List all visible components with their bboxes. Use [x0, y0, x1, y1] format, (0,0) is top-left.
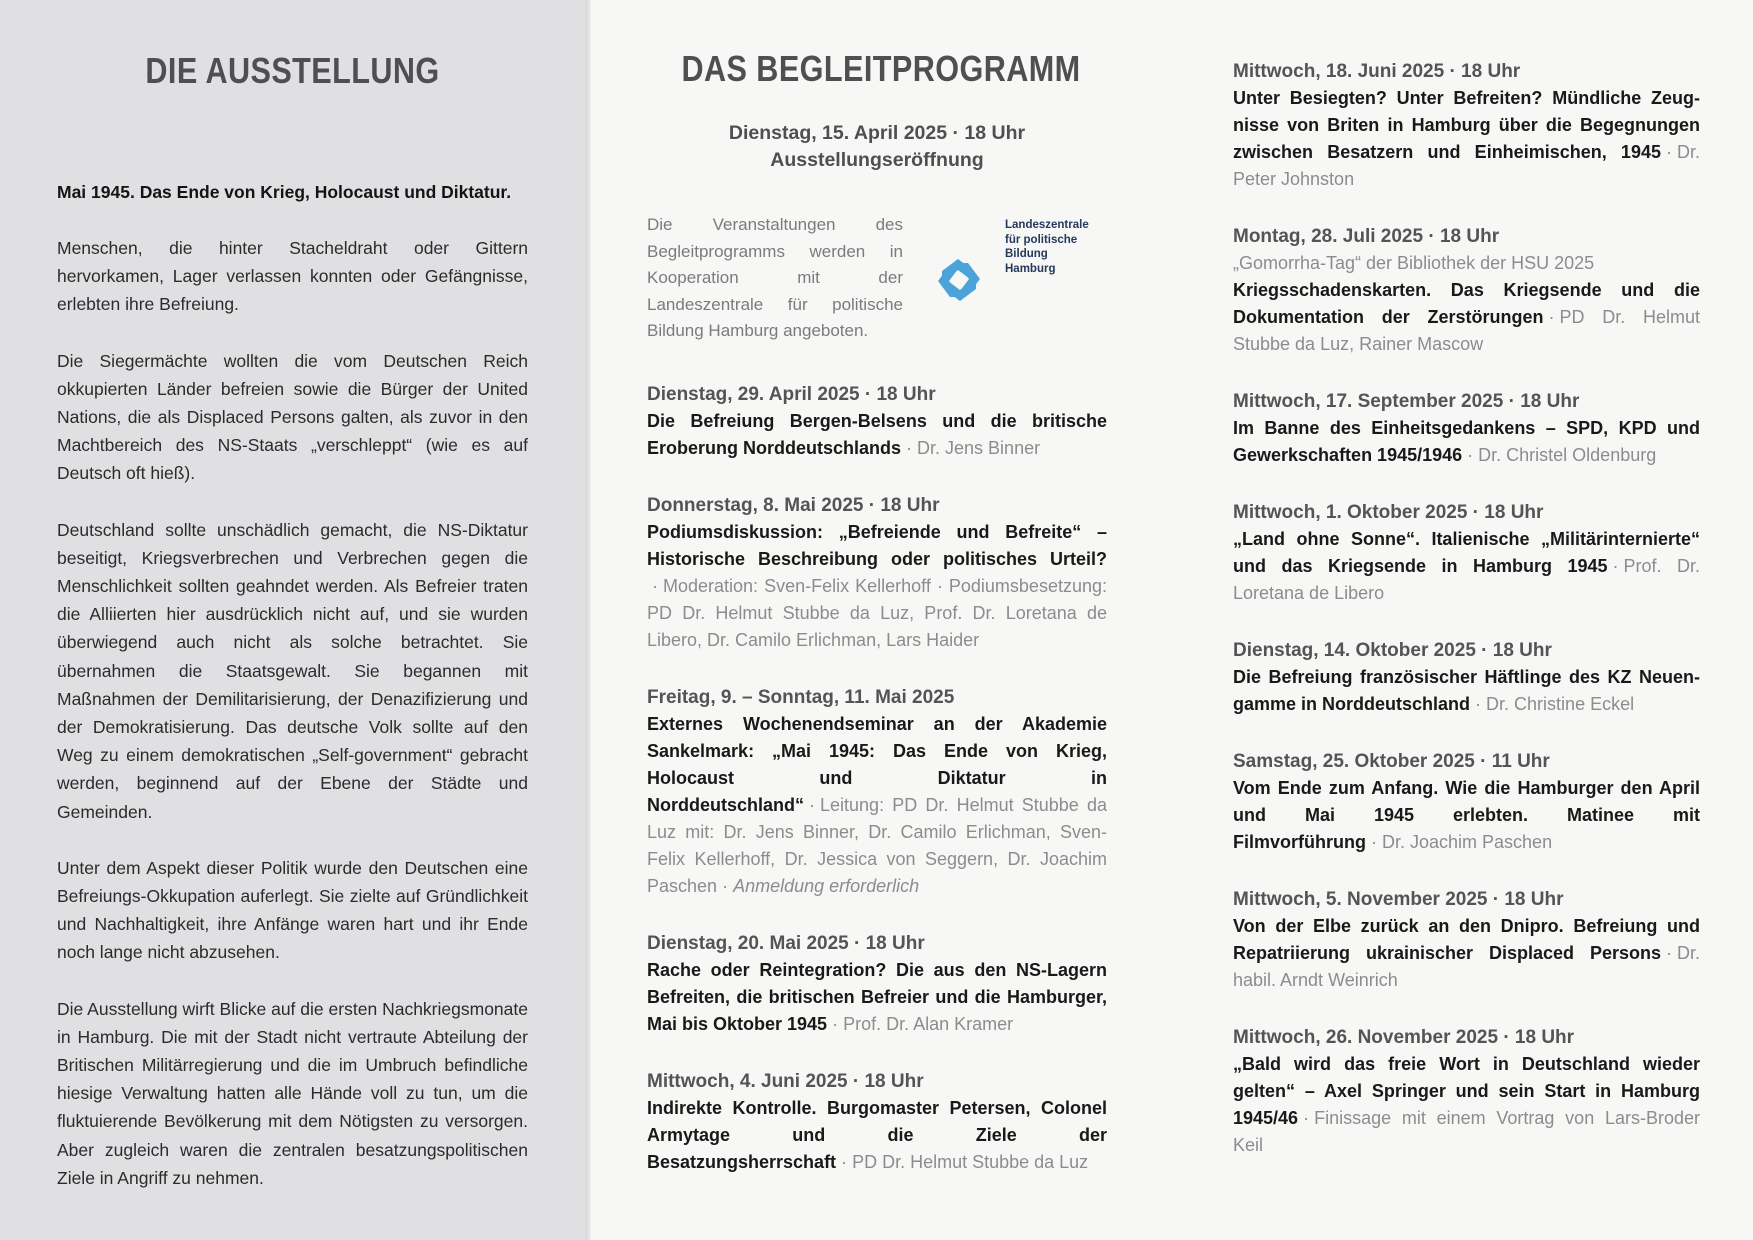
event-title: Kriegsschadenskarten. Das Kriegsende und die Dokumentation der Zerstörungen	[1233, 280, 1700, 327]
event-date: Mittwoch, 17. September 2025 · 18 Uhr	[1233, 391, 1580, 412]
dot-separator: ·	[1475, 694, 1482, 714]
program-intro-text: Die Veranstaltungen des Begleitprogramms werden in Kooperation mit der Landeszentrale für politische Bildung Hamburg angeboten.	[647, 215, 903, 340]
event-speaker: Dr. Jens Binner	[917, 437, 1041, 458]
dot-separator: ·	[841, 1151, 848, 1172]
dot-separator: ·	[1303, 1108, 1310, 1128]
event-item	[1233, 748, 1700, 856]
event-note: Anmeldung erforderlich	[733, 875, 920, 896]
event-body	[1233, 775, 1700, 856]
event-date: Dienstag, 29. April 2025 · 18 Uhr	[647, 383, 936, 405]
event-speaker: Dr. Peter Johnston	[1233, 142, 1700, 189]
event-body	[647, 1095, 1107, 1176]
paragraph: Deutschland sollte unschädlich gemacht, die NS-Diktatur beseitigt, Kriegsverbrechen und Verbrechen gegen die Menschlichkeit sollten geahndet werden. Als Befreier traten die Alliierten hier ausdrücklich nicht auf, und sie wurden überwiegend auch nicht als solche betrachtet. Sie übernahmen die Staatsgewalt. Sie begannen mit Maßnahmen der Demilitarisierung, der Denazifizierung und der Demokratisierung. Das deutsche Volk sollte auf den Weg zu einem demokratischen „Self-government“ gebracht werden, beginnend auf der Ebene der Städte und Gemeinden.	[57, 519, 528, 822]
event-title: Im Banne des Einheitsgedankens – SPD, KPD und Gewerkschaften 1945/1946	[1233, 418, 1700, 465]
event-item	[1233, 499, 1700, 607]
event-body	[647, 408, 1107, 462]
opening-event-name: Ausstellungseröffnung	[770, 149, 984, 171]
logo-text-line: Landeszentrale	[1005, 219, 1089, 231]
event-body	[1233, 1051, 1700, 1159]
program-events-column-1	[647, 381, 1107, 1176]
event-date: Donnerstag, 8. Mai 2025 · 18 Uhr	[647, 494, 940, 516]
event-item	[1233, 886, 1700, 994]
opening-event-date: Dienstag, 15. April 2025 · 18 Uhr	[728, 122, 1026, 144]
event-speaker: Moderation: Sven-Felix Kellerhoff · Podiumsbesetzung: PD Dr. Helmut Stubbe da Luz, Prof. Dr. Loretana de Libero, Dr. Camilo Erlichman, Lars Haider	[647, 575, 1107, 650]
opening-event	[647, 120, 1107, 174]
event-date: Mittwoch, 4. Juni 2025 · 18 Uhr	[647, 1070, 924, 1092]
dot-separator: ·	[1665, 142, 1672, 162]
event-title: Vom Ende zum Anfang. Wie die Hamburger den April und Mai 1945 erlebten. Matinee mit Filmvorführung	[1233, 778, 1700, 852]
dot-separator: ·	[652, 575, 658, 596]
event-item	[647, 492, 1107, 654]
landeszentrale-logo	[925, 212, 1107, 326]
event-body	[647, 519, 1107, 654]
event-body	[1233, 664, 1700, 718]
event-item	[1233, 637, 1700, 718]
event-date: Mittwoch, 1. Oktober 2025 · 18 Uhr	[1233, 502, 1544, 523]
dot-separator: ·	[1467, 445, 1474, 465]
event-speaker: Leitung: PD Dr. Helmut Stubbe da Luz mit: Dr. Jens Binner, Dr. Camilo Erlichman, Sven-Felix Kellerhoff, Dr. Jessica von Seggern, Dr. Joachim Paschen	[647, 794, 1107, 896]
event-item	[647, 1068, 1107, 1176]
landeszentrale-logo-text	[1005, 218, 1107, 276]
event-title: Indirekte Kontrolle. Burgomaster Petersen, Colonel Armytage und die Ziele der Besatzungsherrschaft	[647, 1097, 1107, 1172]
event-item	[1233, 58, 1700, 193]
event-date: Mittwoch, 5. November 2025 · 18 Uhr	[1233, 889, 1564, 910]
event-item	[647, 930, 1107, 1038]
event-item	[1233, 1024, 1700, 1159]
event-title: Die Befreiung französischer Häftlinge des KZ Neuengamme in Norddeutschland	[1233, 667, 1700, 714]
event-body	[1233, 85, 1700, 193]
dot-separator: ·	[832, 1013, 839, 1034]
program-title: DAS BEGLEITPROGRAMM	[681, 48, 1081, 89]
event-date: Freitag, 9. – Sonntag, 11. Mai 2025	[647, 686, 955, 708]
event-body	[1233, 526, 1700, 607]
event-body	[647, 711, 1107, 900]
event-speaker: Dr. Christel Oldenburg	[1478, 445, 1657, 465]
program-events-column-2	[1233, 58, 1700, 1159]
event-title: Von der Elbe zurück an den Dnipro. Befreiung und Repatriierung ukrainischer Displaced Persons	[1233, 916, 1700, 963]
event-item	[1233, 223, 1700, 358]
dot-separator: ·	[1548, 307, 1555, 327]
program-intro-row	[647, 212, 1107, 345]
event-date: Mittwoch, 26. November 2025 · 18 Uhr	[1233, 1027, 1575, 1048]
program-panel	[591, 0, 1169, 1240]
event-body	[1233, 913, 1700, 994]
paragraph: Die Ausstellung wirft Blicke auf die ersten Nachkriegsmonate in Hamburg. Die mit der Stadt nicht vertraute Abteilung der Britischen Militärregierung und die im Umbruch befindliche hiesige Verwaltung hatten alle Hände voll zu tun, um die fluktuierende Bevölkerung mit dem Nötigsten zu versorgen. Aber zugleich waren die zentralen besatzungspolitischen Ziele in Angriff zu nehmen.	[57, 998, 528, 1188]
program-panel-continued	[1169, 0, 1753, 1240]
event-date: Samstag, 25. Oktober 2025 · 11 Uhr	[1233, 751, 1550, 772]
event-speaker: Dr. habil. Arndt Weinrich	[1233, 943, 1700, 990]
exhibition-lead: Mai 1945. Das Ende von Krieg, Holocaust und Diktatur.	[57, 182, 512, 202]
logo-text-line: Hamburg	[1005, 262, 1056, 275]
event-date: Dienstag, 20. Mai 2025 · 18 Uhr	[647, 932, 925, 954]
event-body	[647, 957, 1107, 1038]
event-title: Rache oder Reintegration? Die aus den NS-Lagern Befreiten, die britischen Befreier und die Hamburger, Mai bis Oktober 1945	[647, 959, 1107, 1034]
event-item	[647, 684, 1107, 900]
event-title: Unter Besiegten? Unter Befreiten? Mündliche Zeugnisse von Briten in Hamburg über die Begegnungen zwischen Besatzern und Einheimischen, 1945	[1233, 88, 1700, 162]
dot-separator: ·	[722, 875, 729, 896]
dot-separator: ·	[906, 437, 913, 458]
exhibition-text	[57, 234, 528, 1192]
landeszentrale-logo-icon	[927, 248, 991, 312]
event-title: Die Befreiung Bergen-Belsens und die britische Eroberung Norddeutschlands	[647, 410, 1107, 458]
event-date: Montag, 28. Juli 2025 · 18 Uhr	[1233, 226, 1500, 247]
paragraph: Menschen, die hinter Stacheldraht oder Gittern hervorkamen, Lager verlassen konnten oder Gefängnisse, erlebten ihre Befreiung.	[57, 238, 528, 315]
exhibition-panel	[0, 0, 586, 1240]
event-title: Externes Wochenendseminar an der Akademie Sankelmark: „Mai 1945: Das Ende von Krieg, Holocaust und Diktatur in Norddeutschland“	[647, 713, 1107, 815]
event-speaker: PD Dr. Helmut Stubbe da Luz, Rainer Mascow	[1233, 307, 1700, 354]
event-title: „Bald wird das freie Wort in Deutschland wieder gelten“ – Axel Springer und sein Start in Hamburg 1945/46	[1233, 1054, 1700, 1128]
event-item	[1233, 388, 1700, 469]
event-title: Podiumsdiskussion: „Befreiende und Befreite“ – Historische Beschreibung oder politisches Urteil?	[647, 521, 1107, 569]
event-subheading: „Gomorrha-Tag“ der Bibliothek der HSU 2025	[1233, 253, 1595, 273]
paragraph: Unter dem Aspekt dieser Politik wurde den Deutschen eine Befreiungs-Okkupation auferlegt. Sie zielte auf Gründlichkeit und Nachhaltigkeit, ihre Anfänge waren hart und ihr Ende noch lange nicht abzusehen.	[57, 857, 528, 963]
event-title: „Land ohne Sonne“. Italienische „Militärinternierte“ und das Kriegsende in Hamburg 1945	[1233, 529, 1700, 576]
logo-text-line: für politische Bildung	[1005, 233, 1078, 260]
event-body	[1233, 250, 1700, 358]
event-speaker: Dr. Christine Eckel	[1486, 694, 1635, 714]
paragraph: Die Siegermächte wollten die vom Deutschen Reich okkupierten Länder befreien sowie die Bürger der United Nations, die als Displaced Persons galten, als zuvor in den Machtbereich des NS-Staats „verschleppt“ (wie es auf Deutsch oft hieß).	[57, 350, 528, 484]
dot-separator: ·	[809, 794, 816, 815]
event-item	[647, 381, 1107, 462]
event-speaker: Dr. Joachim Paschen	[1382, 832, 1553, 852]
event-speaker: Finissage mit einem Vortrag von Lars-Broder Keil	[1233, 1108, 1700, 1155]
event-date: Mittwoch, 18. Juni 2025 · 18 Uhr	[1233, 61, 1521, 82]
event-body	[1233, 415, 1700, 469]
event-date: Dienstag, 14. Oktober 2025 · 18 Uhr	[1233, 640, 1552, 661]
event-speaker: Prof. Dr. Alan Kramer	[843, 1013, 1014, 1034]
dot-separator: ·	[1612, 556, 1619, 576]
event-speaker: Prof. Dr. Loretana de Libero	[1233, 556, 1700, 603]
event-speaker: PD Dr. Helmut Stubbe da Luz	[852, 1151, 1089, 1172]
dot-separator: ·	[1665, 943, 1672, 963]
dot-separator: ·	[1371, 832, 1377, 852]
exhibition-title: DIE AUSSTELLUNG	[145, 50, 440, 91]
